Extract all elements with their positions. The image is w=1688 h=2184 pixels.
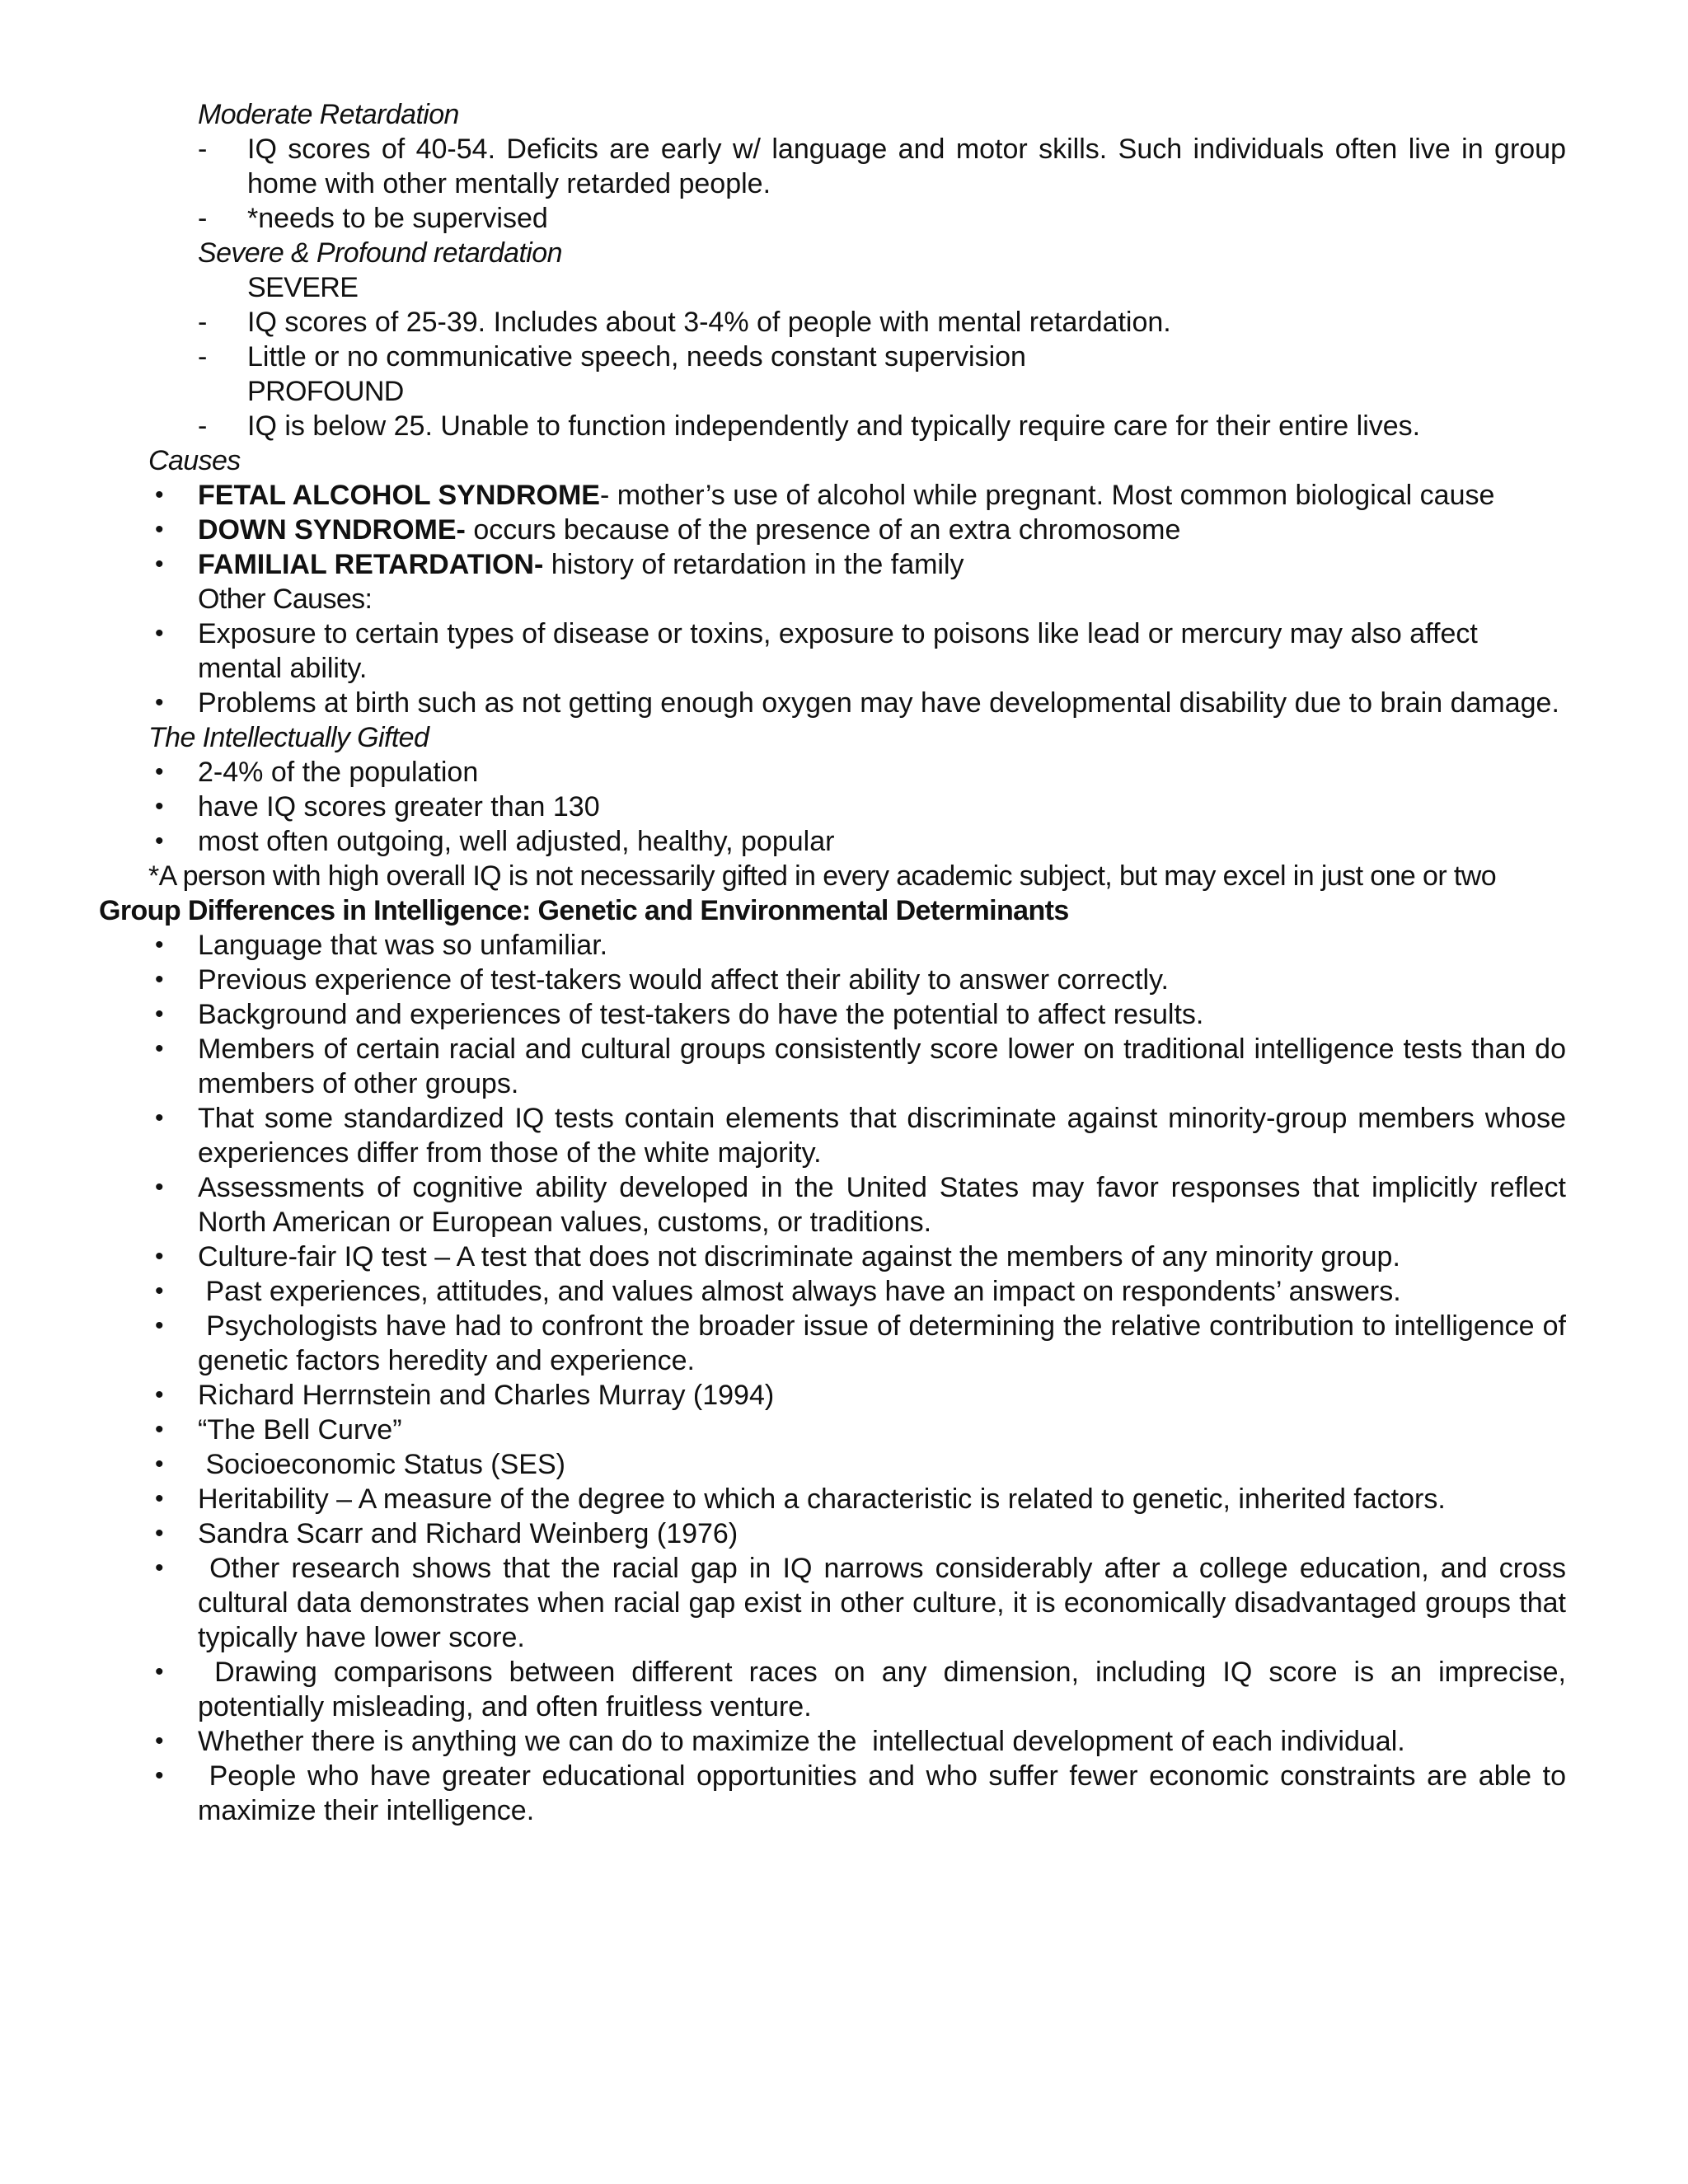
list-item-text: Previous experience of test-takers would affect their ability to answer correctly. bbox=[198, 964, 1169, 996]
bullet-marker: • bbox=[155, 1381, 164, 1408]
bullet-marker: • bbox=[155, 1174, 164, 1201]
list-item-text: Exposure to certain types of disease or toxins, exposure to poisons like lead or mercury may also affect mental ability. bbox=[198, 618, 1478, 684]
list-item-text bbox=[198, 513, 1566, 547]
dash-marker: - bbox=[198, 410, 208, 442]
list-item-text: Background and experiences of test-takers do have the potential to affect results. bbox=[198, 999, 1204, 1030]
gifted-note: *A person with high overall IQ is not necessarily gifted in every academic subject, but may excel in just one or two bbox=[148, 860, 1497, 892]
list-item bbox=[0, 1101, 1574, 1170]
bullet-marker: • bbox=[155, 1727, 164, 1755]
bullet-marker: • bbox=[155, 1451, 164, 1478]
list-item-text: Sandra Scarr and Richard Weinberg (1976) bbox=[198, 1518, 738, 1549]
list-item-text: Little or no communicative speech, needs constant supervision bbox=[247, 341, 1026, 373]
list-item-text: Socioeconomic Status (SES) bbox=[198, 1449, 565, 1480]
list-item-text: Psychologists have had to confront the broader issue of determining the relative contribution to intelligence of genetic factors heredity and experience. bbox=[198, 1310, 1574, 1376]
list-item bbox=[0, 513, 1566, 547]
list-item bbox=[0, 1170, 1574, 1240]
list-item bbox=[0, 478, 1566, 513]
cause-description: occurs because of the presence of an extra chromosome bbox=[465, 514, 1181, 546]
group-differences-heading: Group Differences in Intelligence: Genetic and Environmental Determinants bbox=[99, 895, 1069, 926]
list-item bbox=[0, 340, 1566, 374]
list-item bbox=[0, 755, 1566, 790]
list-item bbox=[0, 1482, 1566, 1516]
bullet-marker: • bbox=[155, 1520, 164, 1547]
other-causes-label: Other Causes: bbox=[198, 583, 373, 615]
moderate-heading: Moderate Retardation bbox=[198, 99, 459, 130]
gifted-heading: The Intellectually Gifted bbox=[148, 722, 429, 753]
list-item-text: Problems at birth such as not getting enough oxygen may have developmental disability due to brain damage. bbox=[198, 687, 1559, 719]
list-item bbox=[0, 409, 1566, 443]
bullet-marker: • bbox=[155, 481, 164, 509]
severe-label: SEVERE bbox=[247, 272, 359, 303]
bullet-marker: • bbox=[155, 1243, 164, 1270]
cause-term: DOWN SYNDROME- bbox=[198, 514, 466, 546]
list-item-text: Assessments of cognitive ability developed in the United States may favor responses that implicitly reflect North American or European values, customs, or traditions. bbox=[198, 1172, 1574, 1238]
list-item bbox=[0, 1516, 1566, 1551]
list-item-text: *needs to be supervised bbox=[247, 203, 548, 234]
list-item-text: IQ scores of 25-39. Includes about 3-4% of people with mental retardation. bbox=[247, 307, 1171, 338]
bullet-marker: • bbox=[155, 793, 164, 820]
dash-marker: - bbox=[198, 307, 208, 338]
bullet-marker: • bbox=[155, 551, 164, 578]
bullet-marker: • bbox=[155, 758, 164, 785]
bullet-marker: • bbox=[155, 1104, 164, 1132]
list-item bbox=[0, 1274, 1566, 1309]
list-item bbox=[0, 1378, 1566, 1413]
list-item-text: Language that was so unfamiliar. bbox=[198, 930, 608, 961]
list-item-text: “The Bell Curve” bbox=[198, 1414, 402, 1446]
list-item-text: IQ scores of 40-54. Deficits are early w/ language and motor skills. Such individuals often live in group home with other mentally retarded people. bbox=[247, 134, 1566, 199]
list-item bbox=[0, 1447, 1566, 1482]
list-item-text: Culture-fair IQ test – A test that does not discriminate against the members of any minority group. bbox=[198, 1241, 1400, 1272]
bullet-marker: • bbox=[155, 966, 164, 993]
list-item bbox=[0, 616, 1566, 686]
list-item bbox=[0, 686, 1566, 720]
list-item bbox=[0, 1413, 1566, 1447]
list-item bbox=[0, 305, 1566, 340]
list-item-text: That some standardized IQ tests contain elements that discriminate against minority-group members whose experiences differ from those of the white majority. bbox=[198, 1103, 1574, 1169]
list-item bbox=[0, 1655, 1574, 1724]
list-item bbox=[0, 132, 1566, 201]
list-item bbox=[0, 1759, 1574, 1828]
list-item-text: most often outgoing, well adjusted, healthy, popular bbox=[198, 826, 835, 857]
bullet-marker: • bbox=[155, 516, 164, 543]
list-item-text: Members of certain racial and cultural groups consistently score lower on traditional intelligence tests than do members of other groups. bbox=[198, 1033, 1574, 1099]
bullet-marker: • bbox=[155, 827, 164, 855]
list-item bbox=[0, 928, 1566, 963]
group-differences-list bbox=[0, 928, 1688, 1828]
list-item-text bbox=[198, 547, 1566, 582]
dash-marker: - bbox=[198, 134, 208, 165]
dash-marker: - bbox=[198, 203, 208, 234]
list-item bbox=[0, 1309, 1574, 1378]
list-item-text: Richard Herrnstein and Charles Murray (1994) bbox=[198, 1380, 775, 1411]
bullet-marker: • bbox=[155, 1485, 164, 1512]
cause-description: history of retardation in the family bbox=[543, 549, 964, 580]
list-item-text: IQ is below 25. Unable to function independently and typically require care for their entire lives. bbox=[247, 410, 1421, 442]
list-item bbox=[0, 1551, 1574, 1655]
list-item bbox=[0, 1032, 1574, 1101]
bullet-marker: • bbox=[155, 931, 164, 958]
list-item-text: Whether there is anything we can do to maximize the intellectual development of each individual. bbox=[198, 1726, 1405, 1757]
list-item bbox=[0, 963, 1566, 997]
bullet-marker: • bbox=[155, 1658, 164, 1685]
bullet-marker: • bbox=[155, 1762, 164, 1789]
cause-term: FAMILIAL RETARDATION- bbox=[198, 549, 544, 580]
list-item-text: Drawing comparisons between different races on any dimension, including IQ score is an imprecise, potentially misleading, and often fruitless venture. bbox=[198, 1657, 1574, 1722]
list-item-text: People who have greater educational opportunities and who suffer fewer economic constraints are able to maximize their intelligence. bbox=[198, 1760, 1574, 1826]
bullet-marker: • bbox=[155, 689, 164, 716]
list-item-text: Past experiences, attitudes, and values almost always have an impact on respondents’ answers. bbox=[198, 1276, 1401, 1307]
profound-label: PROFOUND bbox=[247, 376, 404, 407]
bullet-marker: • bbox=[155, 1001, 164, 1028]
list-item bbox=[0, 790, 1566, 824]
list-item bbox=[0, 824, 1566, 859]
bullet-marker: • bbox=[155, 1277, 164, 1305]
bullet-marker: • bbox=[155, 1416, 164, 1443]
bullet-marker: • bbox=[155, 1554, 164, 1582]
bullet-marker: • bbox=[155, 1035, 164, 1062]
list-item bbox=[0, 1724, 1566, 1759]
list-item bbox=[0, 997, 1566, 1032]
list-item bbox=[0, 201, 1566, 236]
list-item-text bbox=[198, 478, 1566, 513]
bullet-marker: • bbox=[155, 620, 164, 647]
list-item-text: Heritability – A measure of the degree to which a characteristic is related to genetic, inherited factors. bbox=[198, 1483, 1446, 1515]
bullet-marker: • bbox=[155, 1312, 164, 1339]
list-item-text: 2-4% of the population bbox=[198, 757, 479, 788]
cause-term: FETAL ALCOHOL SYNDROME bbox=[198, 480, 600, 511]
severe-profound-heading: Severe & Profound retardation bbox=[198, 237, 562, 269]
cause-description: - mother’s use of alcohol while pregnant. Most common biological cause bbox=[599, 480, 1495, 511]
list-item-text: have IQ scores greater than 130 bbox=[198, 791, 600, 823]
list-item bbox=[0, 547, 1566, 582]
list-item bbox=[0, 1240, 1566, 1274]
list-item-text: Other research shows that the racial gap in IQ narrows considerably after a college education, and cross cultural data demonstrates when racial gap exist in other culture, it is economically disadvantaged groups that typically have lower score. bbox=[198, 1553, 1574, 1653]
causes-heading: Causes bbox=[148, 445, 241, 476]
dash-marker: - bbox=[198, 341, 208, 373]
